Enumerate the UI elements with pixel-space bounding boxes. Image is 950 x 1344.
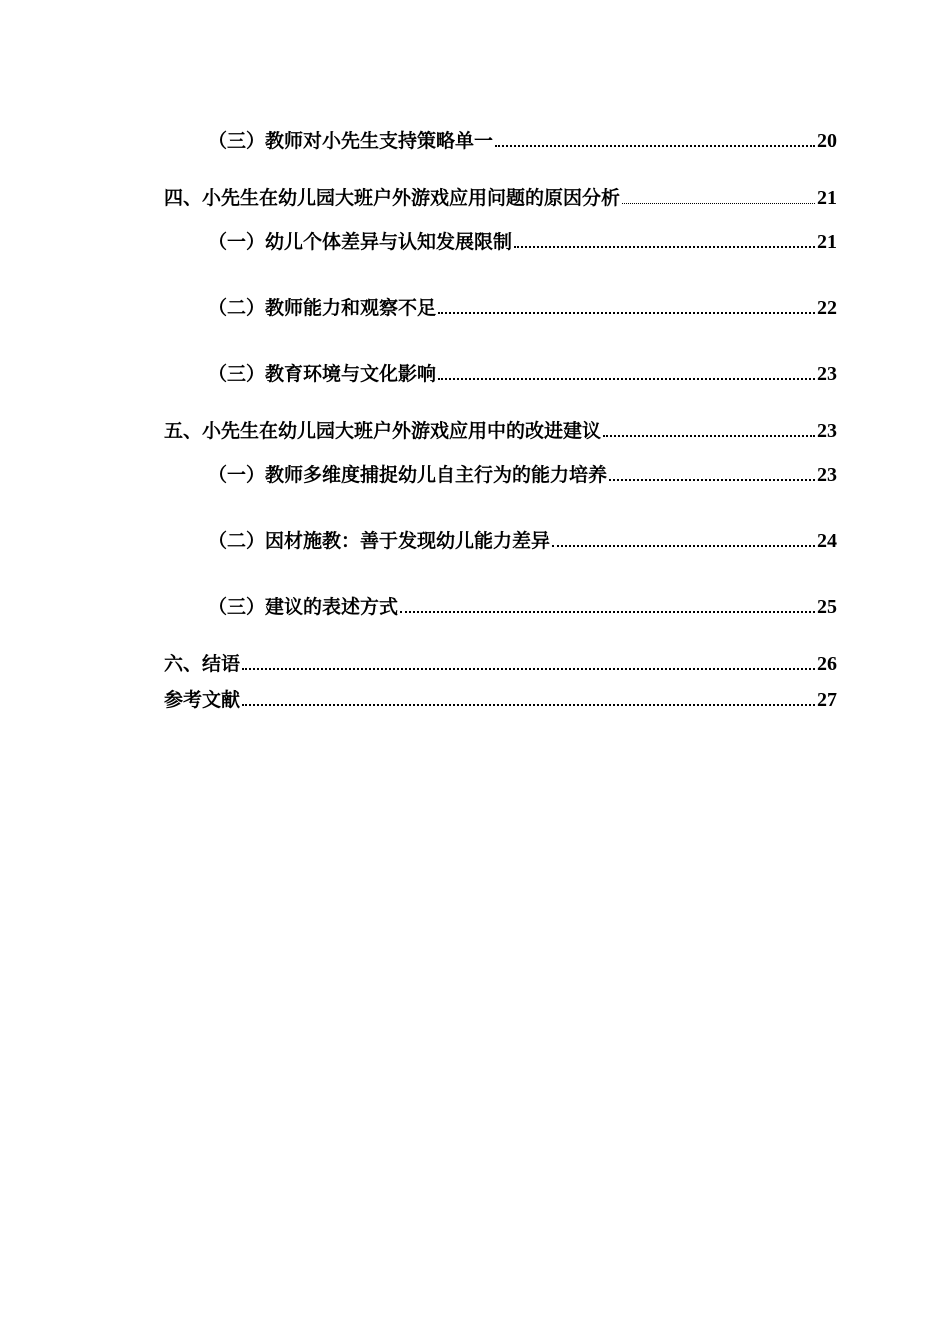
toc-entry [208,359,837,389]
toc-dot-leader [495,145,815,147]
toc-entry-page: 23 [817,420,837,442]
toc-entry [208,227,837,257]
toc-entry-title: （二）教师能力和观察不足 [208,297,437,319]
toc-dot-leader [609,479,815,481]
toc-entry-title: （三）建议的表述方式 [208,596,399,618]
toc-dot-leader [242,704,815,706]
toc-entry-page: 23 [817,363,837,385]
toc-entry [164,649,837,679]
toc-entry-title: 五、小先生在幼儿园大班户外游戏应用中的改进建议 [164,420,602,442]
toc-entry [164,183,837,213]
toc-entry-page: 24 [817,530,837,552]
toc-dot-leader [400,611,815,613]
toc-dot-leader [438,378,815,380]
toc-entry-title: （二）因材施教：善于发现幼儿能力差异 [208,530,551,552]
toc-entry-page: 21 [817,187,837,209]
toc-dot-leader [514,246,815,248]
toc-entry-title: （一）教师多维度捕捉幼儿自主行为的能力培养 [208,464,608,486]
toc-entry-title: （三）教师对小先生支持策略单一 [208,130,494,152]
toc-entry-page: 23 [817,464,837,486]
toc-entry-page: 21 [817,231,837,253]
toc-entry [208,526,837,556]
toc-dot-leader [552,545,815,547]
toc-entry [208,592,837,622]
toc-entry-page: 26 [817,653,837,675]
toc-entry-title: （一）幼儿个体差异与认知发展限制 [208,231,513,253]
toc-entry-title: （三）教育环境与文化影响 [208,363,437,385]
toc-entry-title: 参考文献 [164,689,241,711]
toc-entry-page: 20 [817,130,837,152]
toc-dot-leader [603,435,815,437]
toc-entry-title: 六、结语 [164,653,241,675]
toc-entry-page: 27 [817,689,837,711]
toc-dot-leader [622,203,815,204]
toc-entry [208,460,837,490]
toc-entry [164,685,837,715]
toc-entry-title: 四、小先生在幼儿园大班户外游戏应用问题的原因分析 [164,187,621,209]
toc-entry [208,293,837,323]
toc-dot-leader [242,668,815,670]
toc-entry [164,416,837,446]
toc-entry [208,126,837,156]
toc-entry-page: 22 [817,297,837,319]
toc-dot-leader [438,312,815,314]
toc-entry-page: 25 [817,596,837,618]
